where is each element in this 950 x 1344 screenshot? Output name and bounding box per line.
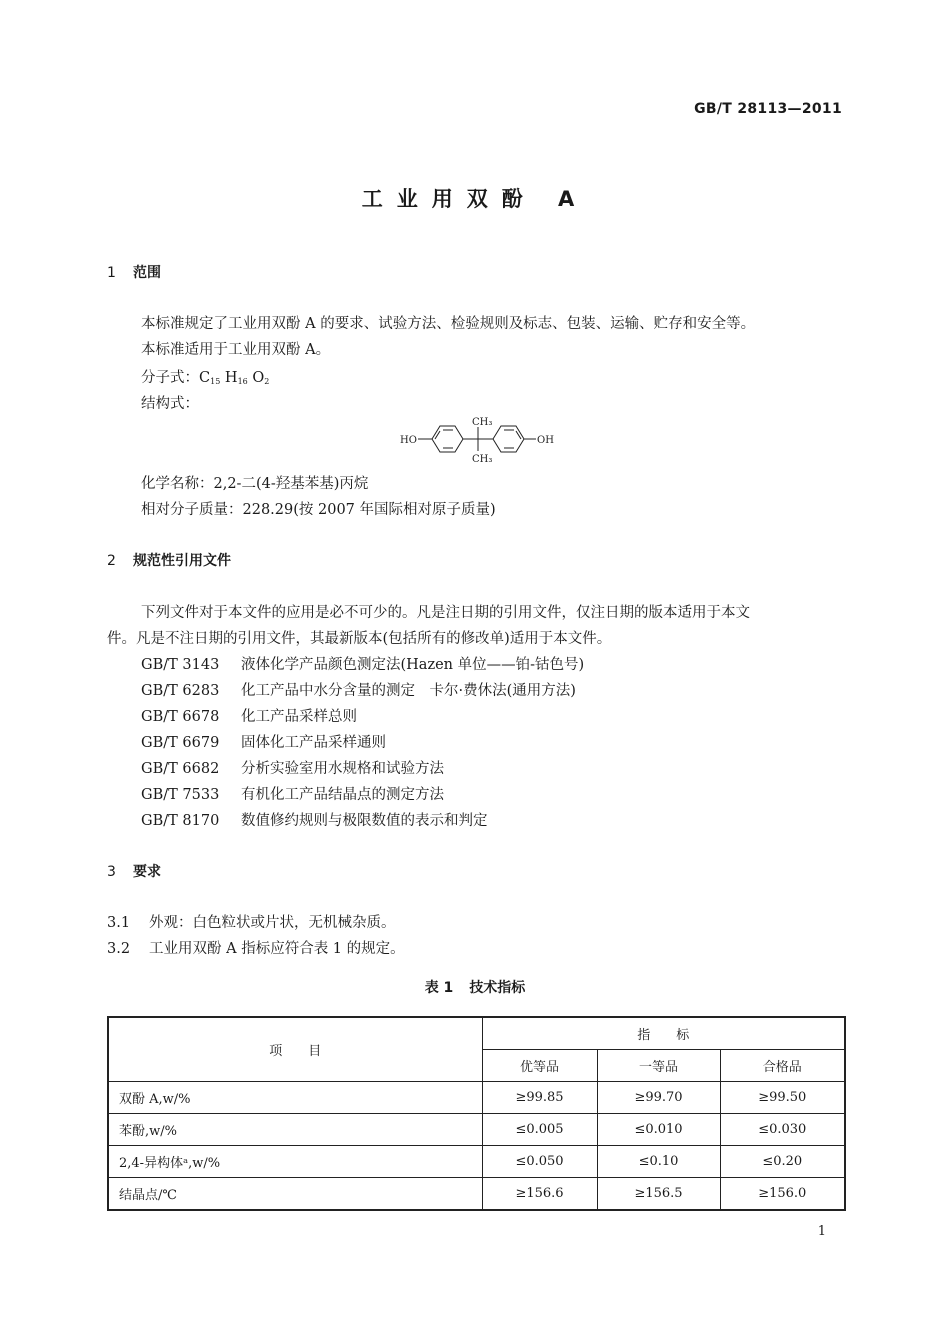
- document-title: 工业用双酚 A: [361, 187, 589, 211]
- reference-item: [141, 705, 357, 726]
- clause-number: 3.1: [107, 915, 131, 931]
- formula-o: O: [252, 370, 265, 386]
- header-index-cell: 指 标: [482, 1017, 845, 1050]
- row-item: 苯酚,w/%: [108, 1114, 482, 1146]
- row-item: 双酚 A,w/%: [108, 1082, 482, 1114]
- section-title: 要求: [133, 864, 161, 880]
- methyl-top-label: CH₃: [472, 417, 493, 428]
- structural-formula: [398, 415, 558, 467]
- reference-code: GB/T 6679: [141, 735, 220, 751]
- reference-title: 有机化工产品结晶点的测定方法: [241, 787, 444, 803]
- methyl-bottom-label: CH₃: [472, 454, 493, 465]
- table-row: [108, 1146, 845, 1178]
- reference-title: 化工产品采样总则: [241, 709, 357, 725]
- hydroxyl-left-label: HO: [400, 435, 417, 446]
- reference-title: 固体化工产品采样通则: [241, 735, 386, 751]
- table-header-row: [108, 1017, 845, 1050]
- reference-title: 分析实验室用水规格和试验方法: [241, 761, 444, 777]
- clause-text: 外观：白色粒状或片状，无机械杂质。: [149, 915, 396, 931]
- formula-label: 分子式：: [141, 370, 199, 386]
- section-number: 3: [107, 864, 116, 880]
- reference-code: GB/T 6283: [141, 683, 220, 699]
- table-row: [108, 1114, 845, 1146]
- references-intro-line-1: 下列文件对于本文件的应用是必不可少的。凡是注日期的引用文件，仅注日期的版本适用于本文: [141, 605, 750, 621]
- reference-item: [141, 653, 584, 674]
- reference-item: [141, 783, 444, 804]
- reference-title: 数值修约规则与极限数值的表示和判定: [241, 813, 488, 829]
- reference-item: [141, 679, 576, 700]
- chemical-name: 化学名称：2,2-二(4-羟基苯基)丙烷: [141, 476, 369, 492]
- formula-c: C: [199, 370, 211, 386]
- scope-paragraph-2: 本标准适用于工业用双酚 A。: [141, 342, 331, 358]
- scope-paragraph-1: 本标准规定了工业用双酚 A 的要求、试验方法、检验规则及标志、包装、运输、贮存和安全等。: [141, 316, 756, 332]
- row-item: 2,4-异构体ᵃ,w/%: [108, 1146, 482, 1178]
- grade-header: 合格品: [720, 1050, 845, 1082]
- clause-3-1: [107, 911, 396, 932]
- section-number: 1: [107, 265, 116, 281]
- technical-indicators-table: [107, 1016, 846, 1211]
- molecular-mass: 相对分子质量：228.29(按 2007 年国际相对原子质量): [141, 502, 496, 518]
- row-value: ≤0.030: [720, 1114, 845, 1146]
- section-number: 2: [107, 553, 116, 569]
- formula-h: H: [224, 370, 238, 386]
- section-3-heading: [107, 861, 161, 881]
- table-caption: [0, 977, 950, 997]
- row-item: 结晶点/℃: [108, 1178, 482, 1211]
- formula-h-count: 16: [237, 377, 248, 386]
- clause-text: 工业用双酚 A 指标应符合表 1 的规定。: [149, 941, 405, 957]
- reference-code: GB/T 3143: [141, 657, 220, 673]
- reference-item: [141, 731, 386, 752]
- section-title: 规范性引用文件: [133, 553, 231, 569]
- molecular-formula: [141, 366, 269, 387]
- header-item-cell: 项 目: [108, 1017, 482, 1082]
- grade-header: 优等品: [482, 1050, 597, 1082]
- table-caption-title: 技术指标: [469, 980, 526, 996]
- table-row: [108, 1178, 845, 1211]
- row-value: ≥156.5: [597, 1178, 720, 1211]
- page-number: 1: [817, 1224, 826, 1239]
- row-value: ≥156.0: [720, 1178, 845, 1211]
- reference-code: GB/T 7533: [141, 787, 220, 803]
- row-value: ≥99.50: [720, 1082, 845, 1114]
- row-value: ≤0.050: [482, 1146, 597, 1178]
- row-value: ≤0.005: [482, 1114, 597, 1146]
- formula-o-count: 2: [264, 377, 270, 386]
- clause-number: 3.2: [107, 941, 131, 957]
- structure-label: 结构式：: [141, 396, 199, 412]
- row-value: ≤0.010: [597, 1114, 720, 1146]
- row-value: ≥99.85: [482, 1082, 597, 1114]
- formula-c-count: 15: [210, 377, 221, 386]
- reference-title: 液体化学产品颜色测定法(Hazen 单位——铂-钴色号): [241, 657, 585, 673]
- row-value: ≤0.20: [720, 1146, 845, 1178]
- reference-title: 化工产品中水分含量的测定 卡尔·费休法(通用方法): [241, 683, 576, 699]
- grade-header: 一等品: [597, 1050, 720, 1082]
- reference-item: [141, 757, 444, 778]
- hydroxyl-right-label: OH: [537, 435, 554, 446]
- reference-item: [141, 809, 488, 830]
- table-caption-number: 表 1: [424, 980, 454, 996]
- reference-code: GB/T 8170: [141, 813, 220, 829]
- section-title: 范围: [133, 265, 161, 281]
- standard-code: GB/T 28113—2011: [694, 101, 842, 117]
- section-2-heading: [107, 550, 231, 570]
- references-intro-line-2: 件。凡是不注日期的引用文件，其最新版本(包括所有的修改单)适用于本文件。: [107, 631, 612, 647]
- reference-code: GB/T 6678: [141, 709, 220, 725]
- row-value: ≤0.10: [597, 1146, 720, 1178]
- reference-code: GB/T 6682: [141, 761, 220, 777]
- clause-3-2: [107, 937, 405, 958]
- row-value: ≥156.6: [482, 1178, 597, 1211]
- table-row: [108, 1082, 845, 1114]
- section-1-heading: [107, 262, 161, 282]
- row-value: ≥99.70: [597, 1082, 720, 1114]
